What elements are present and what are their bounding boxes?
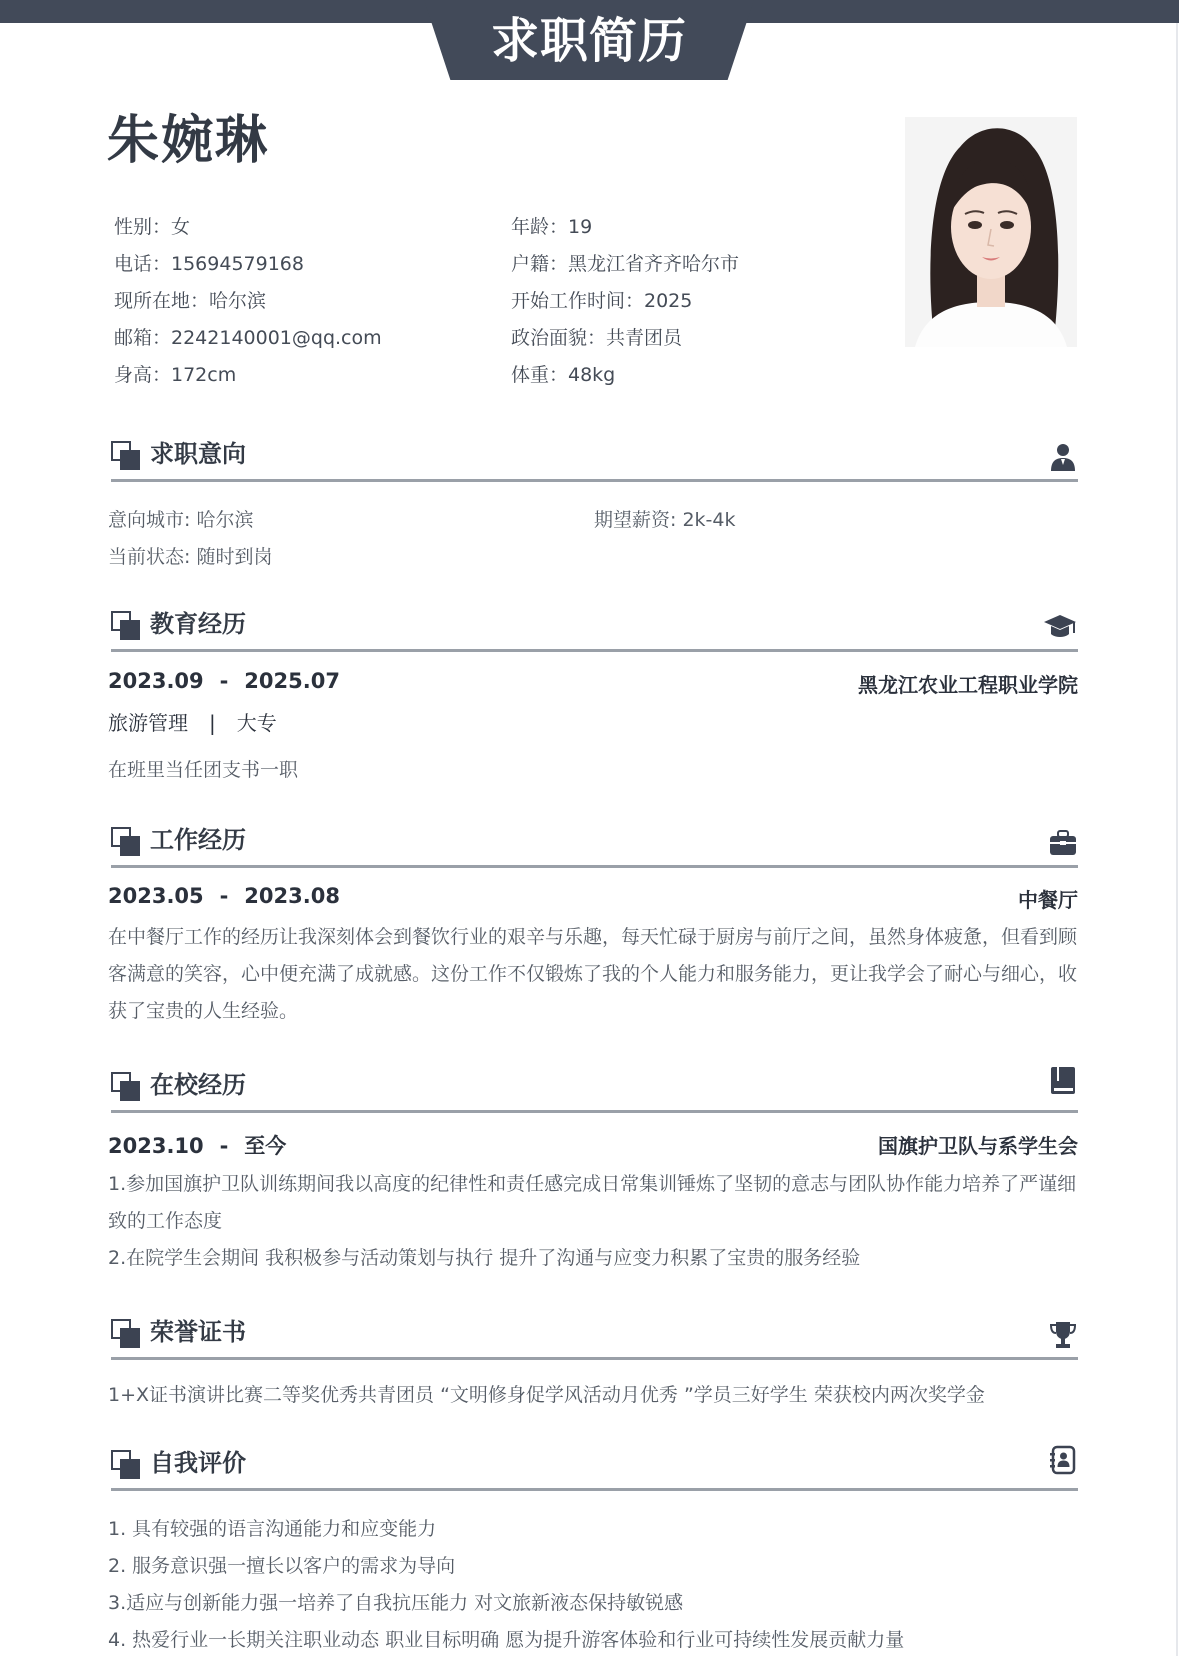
info-age: 年龄：19	[511, 216, 593, 238]
section-marker-icon	[111, 1072, 141, 1102]
section-title: 在校经历	[150, 1071, 246, 1099]
education-detail: 在班里当任团支书一职	[108, 759, 299, 781]
contact-card-icon	[1048, 1444, 1078, 1476]
briefcase-icon	[1048, 827, 1078, 859]
section-title: 求职意向	[150, 440, 246, 468]
campus-item-2: 2.在院学生会期间 我积极参与活动策划与执行 提升了沟通与应变力积累了宝贵的服务经验	[108, 1247, 861, 1269]
info-political: 政治面貌：共青团员	[511, 327, 683, 349]
education-school: 黑龙江农业工程职业学院	[858, 673, 1078, 697]
section-title: 工作经历	[150, 826, 246, 854]
work-end: 2023.08	[244, 884, 340, 908]
self-item-1: 1. 具有较强的语言沟通能力和应变能力	[108, 1518, 437, 1540]
page-title: 求职简历	[490, 13, 687, 69]
self-item-4: 4. 热爱行业一长期关注职业动态 职业目标明确 愿为提升游客体验和行业可持续性发展贡献力量	[108, 1629, 905, 1651]
intent-status: 当前状态: 随时到岗	[108, 546, 273, 568]
graduation-cap-icon	[1048, 611, 1078, 643]
section-divider	[111, 1110, 1078, 1113]
section-intent-header	[107, 441, 1078, 489]
section-work-header	[107, 827, 1078, 875]
trophy-icon	[1048, 1319, 1078, 1351]
avatar	[905, 117, 1077, 347]
work-detail: 在中餐厅工作的经历让我深刻体会到餐饮行业的艰辛与乐趣，每天忙碌于厨房与前厅之间，虽然身体疲惫，但看到顾客满意的笑容，心中便充满了成就感。这份工作不仅锻炼了我的个人能力和服务能力，更让我学会了耐心与细心，收获了宝贵的人生经验。	[108, 926, 1078, 1022]
campus-end: 至今	[244, 1134, 287, 1158]
section-title: 教育经历	[150, 610, 246, 638]
honors-text: 1+X证书演讲比赛二等奖优秀共青团员 “文明修身促学风活动月优秀 ”学员三好学生 荣获校内两次奖学金	[108, 1384, 985, 1406]
campus-org: 国旗护卫队与系学生会	[878, 1134, 1078, 1158]
info-location: 现所在地：哈尔滨	[114, 290, 267, 312]
education-period: 2023.09 - 2025.07	[108, 669, 340, 693]
section-divider	[111, 479, 1078, 482]
section-marker-icon	[111, 1450, 141, 1480]
campus-period: 2023.10 - 至今	[108, 1134, 287, 1158]
user-icon	[1048, 441, 1078, 473]
section-marker-icon	[111, 827, 141, 857]
campus-item-1: 1.参加国旗护卫队训练期间我以高度的纪律性和责任感完成日常集训锤炼了坚韧的意志与团队协作能力培养了严谨细致的工作态度	[108, 1173, 1077, 1232]
info-weight: 体重：48kg	[511, 364, 616, 386]
info-gender: 性别：女	[114, 216, 191, 238]
candidate-name: 朱婉琳	[107, 111, 270, 171]
info-start-work: 开始工作时间：2025	[511, 290, 693, 312]
education-major-row: 旅游管理 | 大专	[108, 711, 277, 735]
work-period: 2023.05 - 2023.08	[108, 884, 340, 908]
page-edge-rule	[1176, 23, 1178, 1656]
section-divider	[111, 1488, 1078, 1491]
education-start: 2023.09	[108, 669, 204, 693]
info-hometown: 户籍：黑龙江省齐齐哈尔市	[511, 253, 740, 275]
campus-start: 2023.10	[108, 1134, 204, 1158]
self-item-3: 3.适应与创新能力强一培养了自我抗压能力 对文旅新液态保持敏锐感	[108, 1592, 684, 1614]
section-divider	[111, 865, 1078, 868]
intent-salary: 期望薪资: 2k-4k	[594, 509, 736, 531]
section-marker-icon	[111, 441, 141, 471]
info-phone: 电话：15694579168	[114, 253, 304, 275]
info-email: 邮箱：2242140001@qq.com	[114, 327, 382, 349]
education-degree: 大专	[236, 711, 277, 735]
section-divider	[111, 649, 1078, 652]
self-item-2: 2. 服务意识强一擅长以客户的需求为导向	[108, 1555, 456, 1577]
section-title: 荣誉证书	[150, 1318, 246, 1346]
work-start: 2023.05	[108, 884, 204, 908]
section-title: 自我评价	[150, 1449, 246, 1477]
education-end: 2025.07	[244, 669, 340, 693]
intent-city: 意向城市: 哈尔滨	[108, 509, 254, 531]
education-major: 旅游管理	[108, 711, 188, 735]
section-honors-header	[107, 1319, 1078, 1367]
info-height: 身高：172cm	[114, 364, 237, 386]
section-self-header	[107, 1450, 1078, 1498]
section-divider	[111, 1357, 1078, 1360]
book-icon	[1048, 1064, 1078, 1096]
section-marker-icon	[111, 611, 141, 641]
section-campus-header	[107, 1072, 1078, 1120]
section-education-header	[107, 611, 1078, 659]
section-marker-icon	[111, 1319, 141, 1349]
work-company: 中餐厅	[1018, 888, 1078, 912]
